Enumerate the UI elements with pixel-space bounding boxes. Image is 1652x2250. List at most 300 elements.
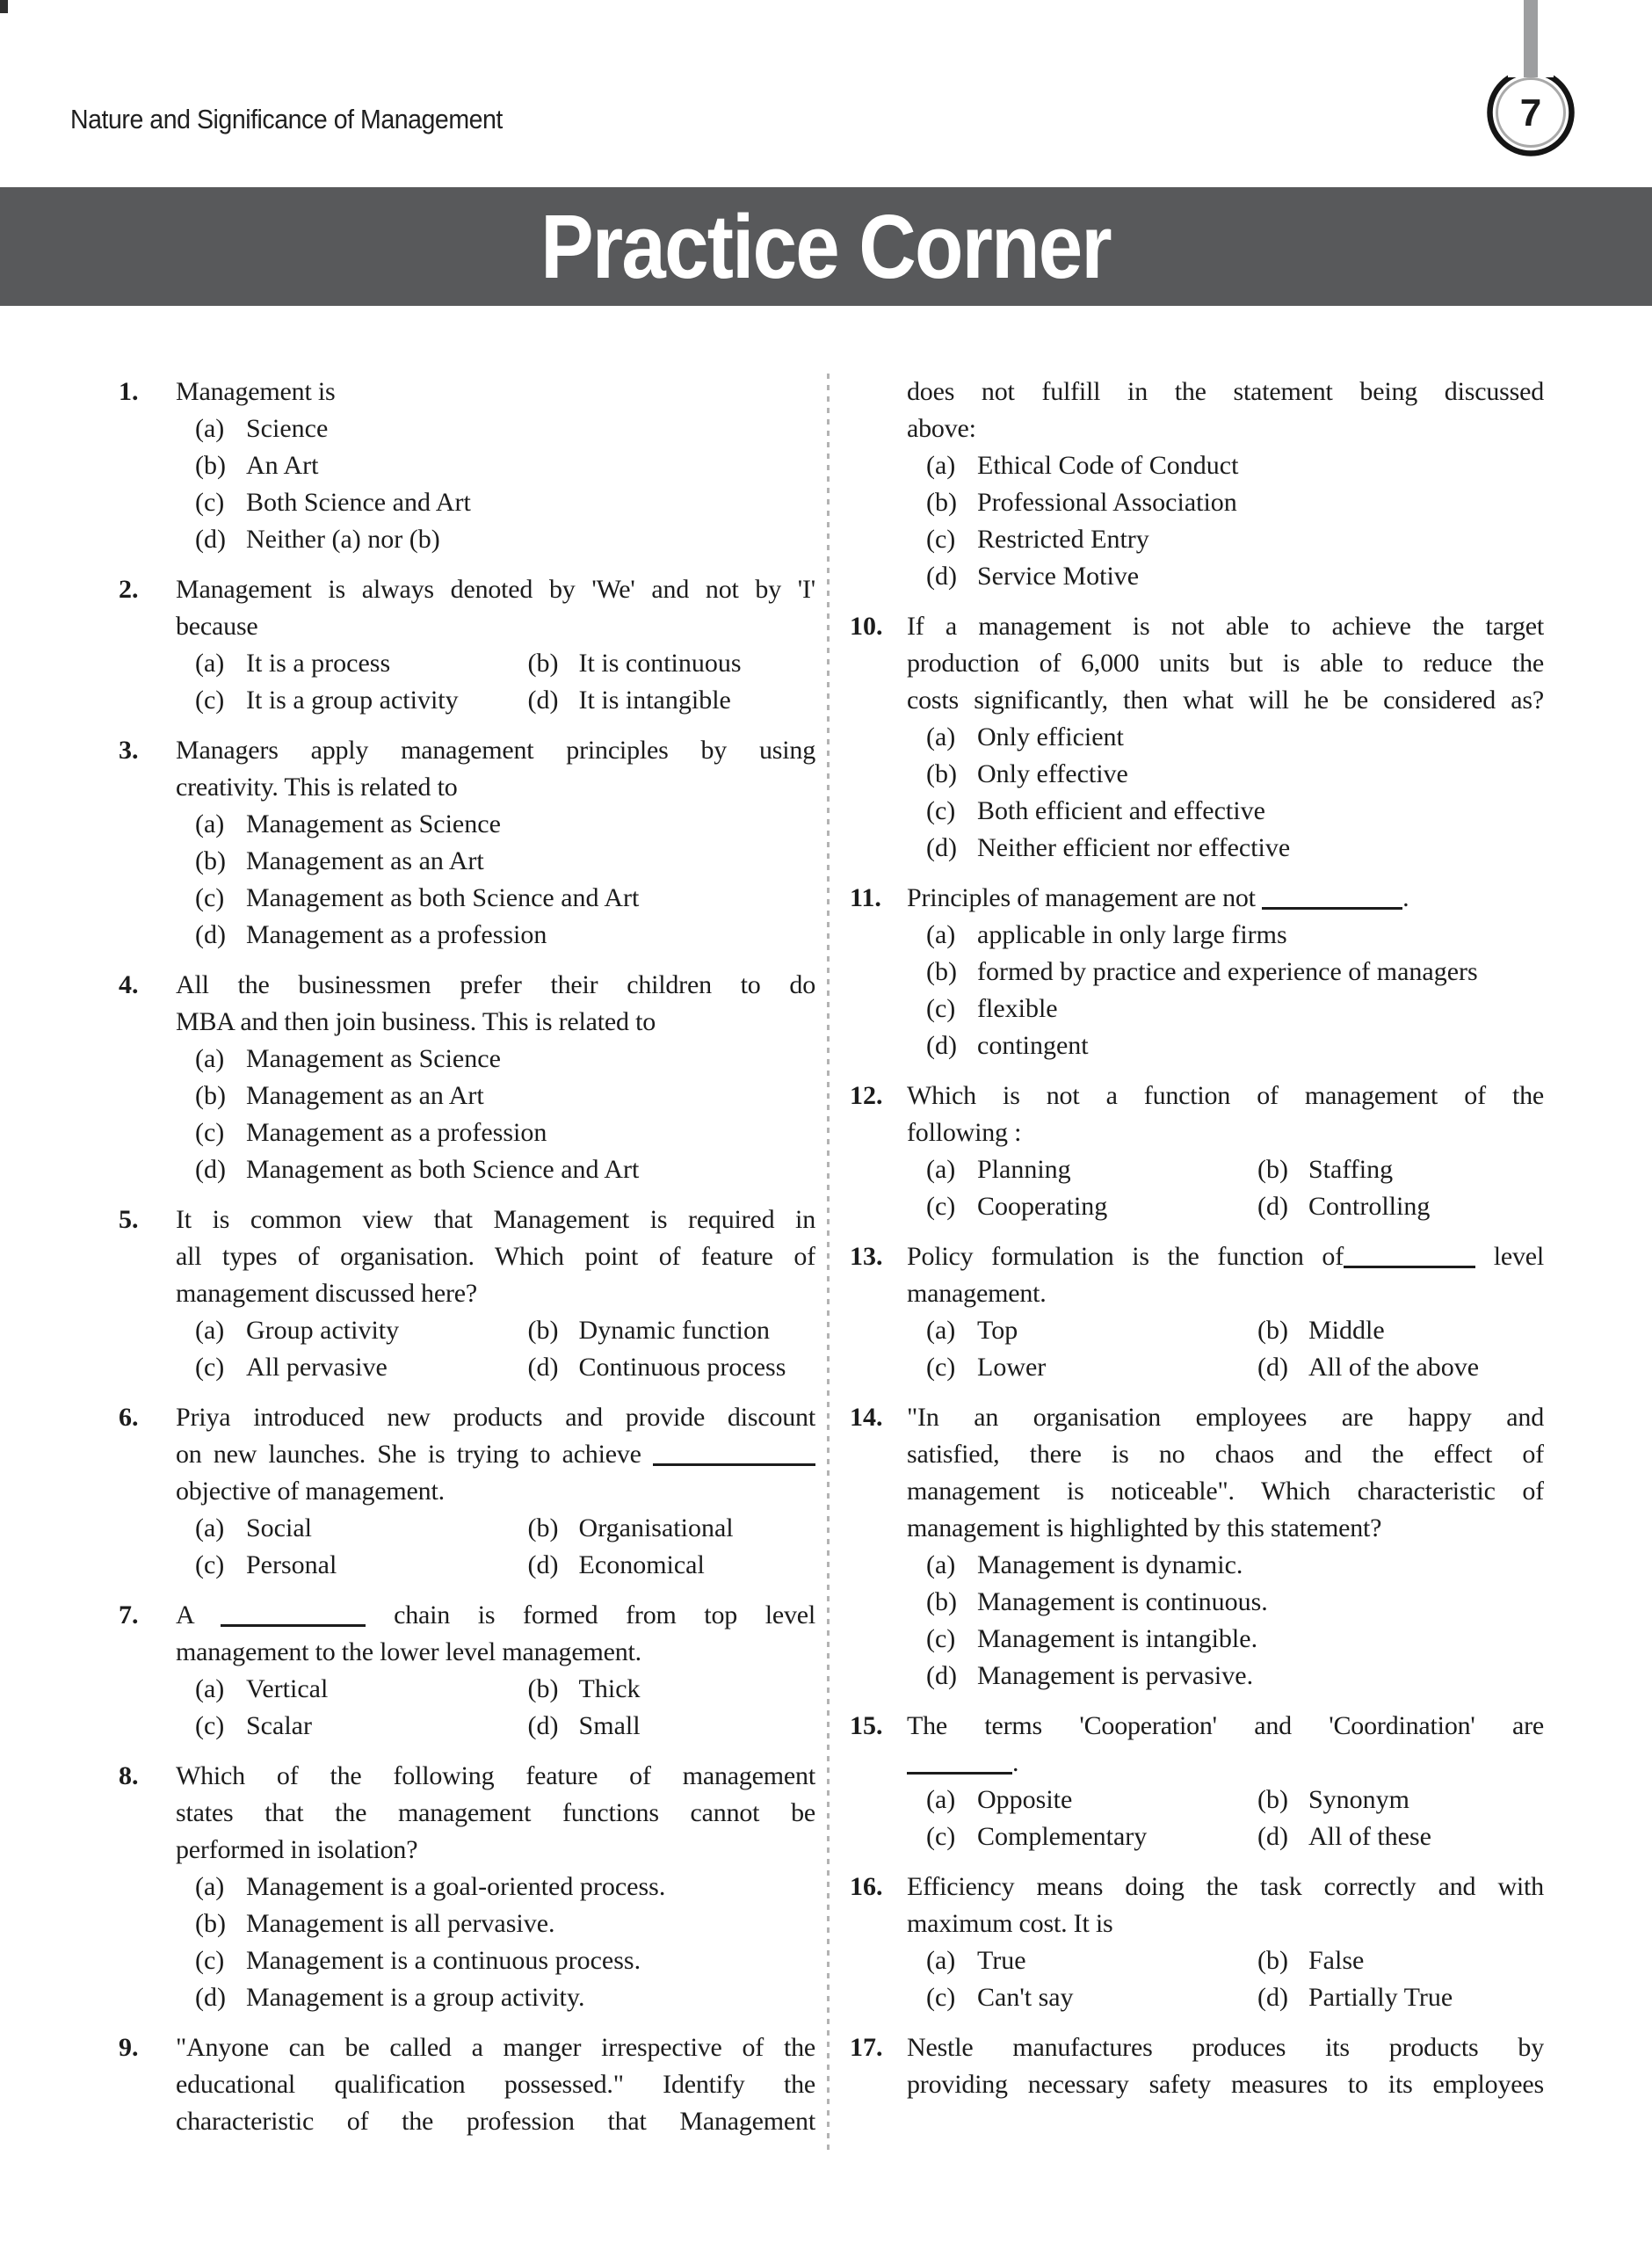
options	[907, 1782, 1544, 1855]
question	[119, 1758, 815, 2016]
option-letter: (c)	[195, 1711, 225, 1740]
option-letter: (b)	[1257, 1785, 1288, 1814]
option-letter: (d)	[1257, 1353, 1288, 1382]
option-row	[907, 1942, 1544, 1979]
question	[850, 374, 1544, 595]
option-row	[907, 830, 1544, 867]
option-text: Management as both Science and Art	[246, 883, 640, 912]
option-letter: (a)	[195, 1674, 225, 1703]
question-line: objective of management.	[176, 1477, 445, 1506]
option	[176, 1349, 509, 1386]
option-letter: (d)	[1257, 1192, 1288, 1221]
section-banner-title: Practice Corner	[540, 196, 1112, 297]
option-text: Organisational	[578, 1513, 734, 1542]
column-divider	[827, 374, 830, 2153]
question	[119, 1201, 815, 1386]
question-number: 12.	[850, 1081, 883, 1110]
option-letter: (a)	[926, 1316, 956, 1345]
option	[1238, 1312, 1544, 1349]
question-number: 3.	[119, 736, 139, 765]
option-letter: (c)	[195, 1353, 225, 1382]
question-body	[176, 2029, 815, 2140]
option	[907, 1782, 1238, 1818]
option-letter: (b)	[926, 1587, 957, 1616]
option-text: Management is intangible.	[977, 1624, 1258, 1653]
option-text: Lower	[977, 1353, 1047, 1382]
option-text: Planning	[977, 1155, 1071, 1184]
option-text: Management as an Art	[246, 1081, 484, 1110]
question	[119, 967, 815, 1188]
question-line: following :	[907, 1118, 1022, 1147]
option-row	[907, 991, 1544, 1027]
option	[907, 1349, 1238, 1386]
question	[850, 1078, 1544, 1225]
option-text: Small	[578, 1711, 641, 1740]
question-number: 13.	[850, 1242, 883, 1271]
option-text: Middle	[1308, 1316, 1385, 1345]
question-body	[907, 880, 1544, 1064]
option-row	[176, 1671, 815, 1708]
option	[907, 1584, 1544, 1621]
option-text: formed by practice and experience of managers	[977, 957, 1478, 986]
question-line: MBA and then join business. This is related to	[176, 1007, 656, 1036]
options	[176, 1671, 815, 1745]
option-text: Professional Association	[977, 488, 1237, 517]
fill-in-blank	[907, 1752, 1012, 1775]
option-letter: (b)	[926, 957, 957, 986]
chapter-title: Nature and Significance of Management	[70, 104, 503, 134]
option-text: Management is pervasive.	[977, 1661, 1254, 1690]
option	[176, 1671, 509, 1708]
option-row	[176, 1979, 815, 2016]
option-row	[176, 1869, 815, 1905]
questions-right-column	[850, 374, 1544, 2153]
option-letter: (b)	[1257, 1316, 1288, 1345]
question-line: maximum cost. It is	[907, 1909, 1113, 1938]
page-number-bar	[1524, 0, 1538, 77]
question-number: 10.	[850, 612, 883, 641]
option-text: All of these	[1308, 1822, 1431, 1851]
option-text: Service Motive	[977, 562, 1140, 591]
question-line: Priya introduced new products and provide discount	[176, 1403, 815, 1432]
option	[176, 1151, 815, 1188]
option-text: Continuous process	[578, 1353, 786, 1382]
option-letter: (b)	[195, 846, 226, 875]
option-letter: (d)	[527, 1711, 559, 1740]
question	[850, 1708, 1544, 1855]
question-line: "Anyone can be called a manger irrespective of the	[176, 2033, 815, 2062]
option-text: All pervasive	[246, 1353, 388, 1382]
option-row	[907, 1621, 1544, 1658]
question-number: 9.	[119, 2033, 139, 2062]
option	[907, 954, 1544, 991]
question-number: 5.	[119, 1205, 139, 1234]
option	[1238, 1782, 1544, 1818]
option-letter: (d)	[1257, 1983, 1288, 2012]
option	[509, 1312, 815, 1349]
options	[907, 1151, 1544, 1225]
option-letter: (d)	[1257, 1822, 1288, 1851]
questions-left-column	[119, 374, 815, 2153]
question-number: 11.	[850, 883, 881, 912]
option	[907, 991, 1544, 1027]
option	[907, 558, 1544, 595]
option	[1238, 1151, 1544, 1188]
question-line: .	[907, 1745, 1544, 1782]
option-text: Management as a profession	[246, 920, 547, 949]
option-letter: (b)	[195, 1909, 226, 1938]
option-letter: (c)	[926, 1353, 956, 1382]
option-letter: (d)	[195, 1983, 226, 2012]
option-row	[907, 447, 1544, 484]
scan-artifact-mark	[0, 0, 8, 13]
option-row	[907, 1547, 1544, 1584]
option-text: Management is a goal-oriented process.	[246, 1872, 666, 1901]
option-row	[907, 1979, 1544, 2016]
option-text: It is a process	[246, 649, 391, 678]
question-line: management is noticeable". Which characteristic of	[907, 1477, 1544, 1506]
option-row	[907, 1818, 1544, 1855]
option-row	[176, 1041, 815, 1078]
option-text: Partially True	[1308, 1983, 1453, 2012]
question-line: The terms 'Cooperation' and 'Coordination' are	[907, 1711, 1544, 1740]
option-letter: (d)	[527, 1550, 559, 1579]
option-letter: (a)	[926, 1155, 956, 1184]
option-letter: (a)	[926, 722, 956, 751]
option-row	[176, 682, 815, 719]
option	[176, 806, 815, 843]
question-columns	[0, 374, 1652, 2153]
option-text: Ethical Code of Conduct	[977, 451, 1239, 480]
question-body	[176, 1399, 815, 1584]
fill-in-blank	[653, 1443, 815, 1466]
question	[850, 1869, 1544, 2016]
page-number: 7	[1519, 91, 1542, 134]
option	[907, 447, 1544, 484]
question-body	[176, 1201, 815, 1386]
option-row	[907, 917, 1544, 954]
option	[907, 1818, 1238, 1855]
option-letter: (a)	[195, 649, 225, 678]
question-line: Managers apply management principles by using	[176, 736, 815, 765]
option-row	[176, 1942, 815, 1979]
option	[176, 410, 815, 447]
question-line: does not fulfill in the statement being discussed	[907, 377, 1544, 406]
option-text: Social	[246, 1513, 312, 1542]
option-row	[907, 558, 1544, 595]
option-row	[176, 1547, 815, 1584]
option-row	[176, 917, 815, 954]
option-row	[176, 880, 815, 917]
option-text: Neither efficient nor effective	[977, 833, 1291, 862]
question-body	[907, 374, 1544, 595]
options	[176, 806, 815, 954]
question	[850, 1399, 1544, 1695]
options	[907, 1312, 1544, 1386]
question	[850, 1238, 1544, 1386]
question-line: characteristic of the profession that Management	[176, 2107, 815, 2136]
question-line: creativity. This is related to	[176, 773, 458, 802]
fill-in-blank	[1262, 887, 1402, 910]
option-text: Management is continuous.	[977, 1587, 1268, 1616]
options	[176, 1869, 815, 2016]
option	[509, 1547, 815, 1584]
option-row	[176, 1510, 815, 1547]
option-text: Top	[977, 1316, 1018, 1345]
option-row	[176, 1078, 815, 1114]
option-row	[907, 1658, 1544, 1695]
question-number: 17.	[850, 2033, 883, 2062]
option-letter: (b)	[1257, 1155, 1288, 1184]
option-letter: (a)	[195, 1513, 225, 1542]
question-body	[176, 374, 815, 558]
option-letter: (b)	[1257, 1946, 1288, 1975]
option-text: Cooperating	[977, 1192, 1108, 1221]
option	[907, 756, 1544, 793]
option-text: Controlling	[1308, 1192, 1431, 1221]
question-line: production of 6,000 units but is able to reduce the	[907, 649, 1544, 678]
option-text: Neither (a) nor (b)	[246, 525, 440, 554]
option-text: Complementary	[977, 1822, 1148, 1851]
question-body	[176, 1597, 815, 1745]
option-text: Synonym	[1308, 1785, 1410, 1814]
option-row	[176, 484, 815, 521]
question-body	[907, 1078, 1544, 1225]
option-text: True	[977, 1946, 1026, 1975]
fill-in-blank	[1344, 1245, 1475, 1268]
option	[176, 843, 815, 880]
question	[119, 1399, 815, 1584]
question-line: providing necessary safety measures to its employees	[907, 2070, 1544, 2099]
option	[176, 880, 815, 917]
option	[509, 1349, 815, 1386]
option-text: Science	[246, 414, 329, 443]
options	[907, 447, 1544, 595]
option-letter: (d)	[195, 920, 226, 949]
question-number: 4.	[119, 970, 139, 999]
option-text: Opposite	[977, 1785, 1073, 1814]
option	[176, 1708, 509, 1745]
option	[509, 1510, 815, 1547]
option-row	[907, 719, 1544, 756]
option-text: It is intangible	[578, 686, 731, 715]
option-text: It is a group activity	[246, 686, 459, 715]
options	[907, 1547, 1544, 1695]
option-letter: (c)	[195, 686, 225, 715]
option-row	[907, 1188, 1544, 1225]
option	[176, 1942, 815, 1979]
question	[119, 571, 815, 719]
option-text: Management as a profession	[246, 1118, 547, 1147]
options	[907, 917, 1544, 1064]
option-text: Management as an Art	[246, 846, 484, 875]
option	[509, 645, 815, 682]
options	[907, 719, 1544, 867]
option-letter: (d)	[527, 686, 559, 715]
question-line: above:	[907, 414, 976, 443]
option-text: Only effective	[977, 759, 1128, 788]
option	[907, 1312, 1238, 1349]
question-number: 15.	[850, 1711, 883, 1740]
question-line: Policy formulation is the function of level	[907, 1242, 1544, 1271]
question-line: It is common view that Management is required in	[176, 1205, 815, 1234]
question-number: 7.	[119, 1600, 139, 1629]
question	[850, 608, 1544, 867]
option	[176, 521, 815, 558]
option-letter: (a)	[926, 451, 956, 480]
option	[509, 1708, 815, 1745]
option-letter: (d)	[195, 1155, 226, 1184]
option-text: Management as both Science and Art	[246, 1155, 640, 1184]
question-line: management to the lower level management.	[176, 1637, 641, 1666]
option-text: applicable in only large firms	[977, 920, 1287, 949]
question-body	[907, 2029, 1544, 2103]
option-letter: (c)	[195, 1946, 225, 1975]
option-text: It is continuous	[578, 649, 742, 678]
option-letter: (b)	[527, 1674, 559, 1703]
option	[176, 1312, 509, 1349]
question	[850, 880, 1544, 1064]
question-body	[176, 571, 815, 719]
question-line: all types of organisation. Which point of feature of	[176, 1242, 815, 1271]
question-line: "In an organisation employees are happy and	[907, 1403, 1544, 1432]
question-line: Which of the following feature of management	[176, 1761, 815, 1790]
option	[176, 1041, 815, 1078]
question	[850, 2029, 1544, 2103]
question-line: costs significantly, then what will he be considered as?	[907, 686, 1544, 715]
option-text: Management is all pervasive.	[246, 1909, 555, 1938]
option	[1238, 1818, 1544, 1855]
option-letter: (c)	[926, 1822, 956, 1851]
option-letter: (d)	[926, 562, 957, 591]
option	[176, 917, 815, 954]
question	[119, 732, 815, 954]
option-letter: (a)	[195, 1872, 225, 1901]
option	[907, 1027, 1544, 1064]
option-text: Personal	[246, 1550, 337, 1579]
option	[907, 719, 1544, 756]
option-row	[907, 1584, 1544, 1621]
question-line: educational qualification possessed." Identify the	[176, 2070, 815, 2099]
option-row	[907, 1151, 1544, 1188]
option-letter: (b)	[527, 1513, 559, 1542]
options	[907, 1942, 1544, 2016]
option	[509, 1671, 815, 1708]
question-line: Efficiency means doing the task correctly and with	[907, 1872, 1544, 1901]
option-letter: (b)	[527, 649, 559, 678]
option-letter: (c)	[195, 883, 225, 912]
option-letter: (a)	[926, 1550, 956, 1579]
question-line: management discussed here?	[176, 1279, 477, 1308]
option-letter: (c)	[926, 1983, 956, 2012]
question-line: management.	[907, 1279, 1047, 1308]
option-text: flexible	[977, 994, 1058, 1023]
option-letter: (c)	[195, 1118, 225, 1147]
question-line: satisfied, there is no chaos and the effect of	[907, 1440, 1544, 1469]
option-letter: (a)	[195, 1044, 225, 1073]
option	[176, 1510, 509, 1547]
option	[176, 645, 509, 682]
option-row	[176, 1905, 815, 1942]
option-row	[907, 1349, 1544, 1386]
option-row	[907, 1782, 1544, 1818]
question-number: 6.	[119, 1403, 139, 1432]
option-row	[907, 954, 1544, 991]
option-row	[907, 1312, 1544, 1349]
option-row	[907, 793, 1544, 830]
question-body	[176, 732, 815, 954]
option-text: All of the above	[1308, 1353, 1480, 1382]
option-text: Both efficient and effective	[977, 796, 1265, 825]
option-text: Management as Science	[246, 809, 501, 838]
option	[176, 484, 815, 521]
option-text: An Art	[246, 451, 319, 480]
question-number	[850, 374, 907, 595]
question-number: 2.	[119, 575, 139, 604]
option-letter: (c)	[926, 796, 956, 825]
option	[1238, 1942, 1544, 1979]
option-text: Group activity	[246, 1316, 400, 1345]
option-letter: (d)	[926, 1031, 957, 1060]
option	[907, 1658, 1544, 1695]
option	[907, 1979, 1238, 2016]
question-line: because	[176, 612, 258, 641]
option	[907, 521, 1544, 558]
question-line: Which is not a function of management of the	[907, 1081, 1544, 1110]
option-letter: (c)	[926, 525, 956, 554]
option-row	[176, 410, 815, 447]
option-row	[176, 1349, 815, 1386]
option	[907, 1151, 1238, 1188]
question-line: Management is always denoted by 'We' and not by 'I'	[176, 575, 815, 604]
question-line: on new launches. She is trying to achieve	[176, 1436, 815, 1473]
option-row	[907, 484, 1544, 521]
fill-in-blank	[221, 1604, 366, 1627]
option-text: Thick	[578, 1674, 641, 1703]
option	[907, 1547, 1544, 1584]
option-row	[176, 1151, 815, 1188]
question	[119, 1597, 815, 1745]
option	[1238, 1979, 1544, 2016]
page-number-badge	[1478, 0, 1583, 167]
option	[176, 1905, 815, 1942]
option-letter: (a)	[195, 1316, 225, 1345]
option-row	[907, 521, 1544, 558]
options	[176, 1312, 815, 1386]
option-row	[176, 1708, 815, 1745]
question-line: Management is	[176, 377, 336, 406]
option-text: Management as Science	[246, 1044, 501, 1073]
option	[907, 830, 1544, 867]
option	[509, 682, 815, 719]
option	[176, 682, 509, 719]
option	[907, 1621, 1544, 1658]
option-letter: (a)	[195, 414, 225, 443]
option-letter: (c)	[195, 488, 225, 517]
option-text: Can't say	[977, 1983, 1074, 2012]
options	[176, 645, 815, 719]
option-row	[176, 843, 815, 880]
option-letter: (b)	[926, 488, 957, 517]
option	[907, 1188, 1238, 1225]
option-letter: (c)	[195, 1550, 225, 1579]
option	[176, 1114, 815, 1151]
question-line: states that the management functions cannot be	[176, 1798, 815, 1827]
question-line: All the businessmen prefer their children to do	[176, 970, 815, 999]
option-letter: (b)	[926, 759, 957, 788]
option-row	[176, 645, 815, 682]
option-row	[176, 447, 815, 484]
